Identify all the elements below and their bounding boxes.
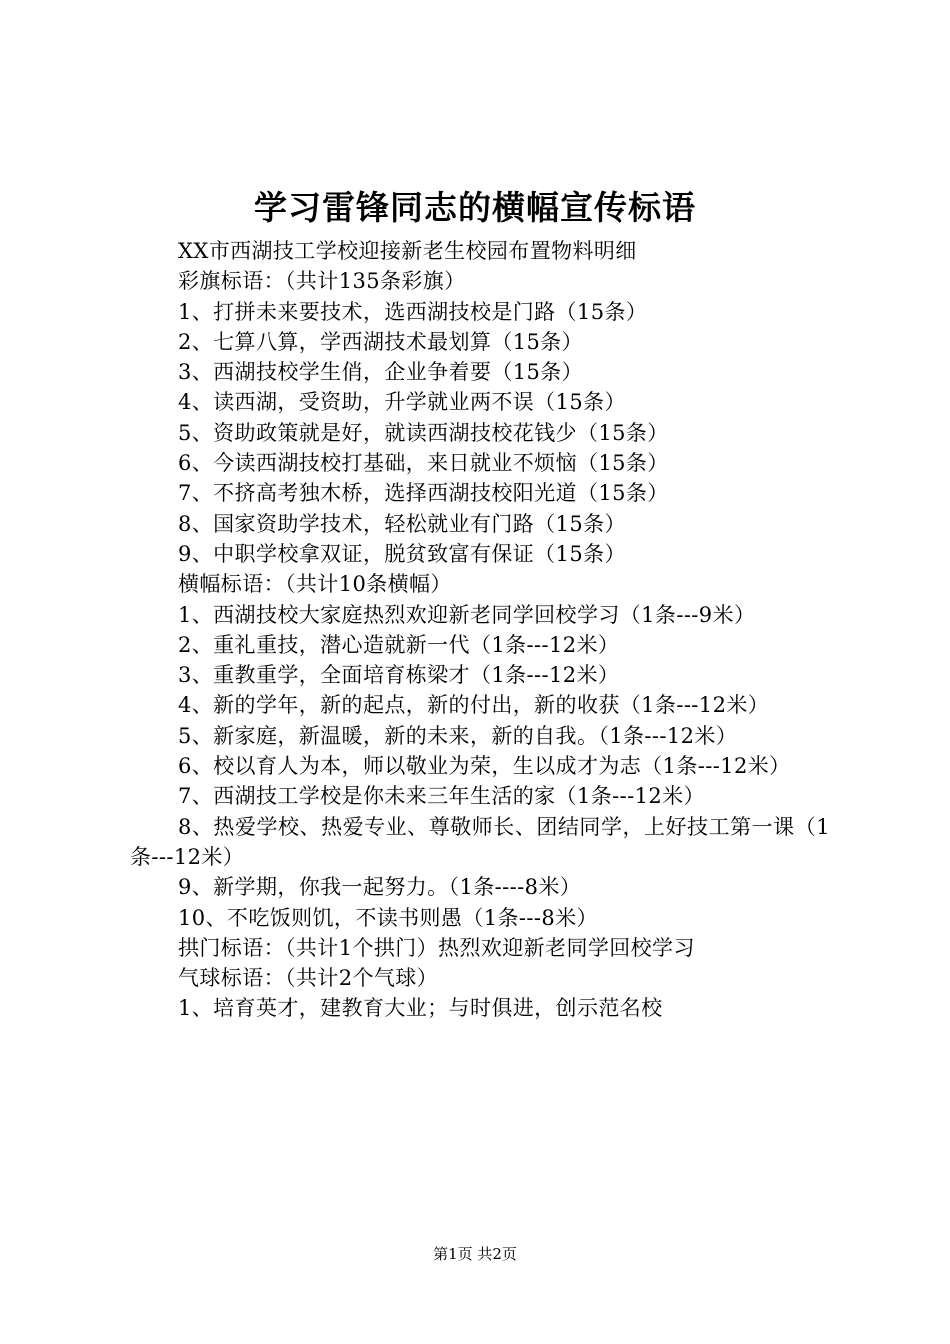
section-heading-banners: 横幅标语：（共计10条横幅） [178,572,452,597]
flag-slogan-8: 8、国家资助学技术，轻松就业有门路（15条） [178,511,626,536]
flag-slogan-1: 1、打拼未来要技术，选西湖技校是门路（15条） [178,299,648,324]
section-heading-arch: 拱门标语：（共计1个拱门）热烈欢迎新老同学回校学习 [178,935,695,960]
banner-slogan-2: 2、重礼重技，潜心造就新一代（1条---12米） [178,632,620,657]
document-title: 学习雷锋同志的横幅宣传标语 [254,188,696,227]
intro-line: XX市西湖技工学校迎接新老生校园布置物料明细 [178,239,637,263]
banner-slogan-6: 6、校以育人为本，师以敬业为荣，生以成才为志（1条---12米） [178,754,791,779]
banner-slogan-1: 1、西湖技校大家庭热烈欢迎新老同学回校学习（1条---9米） [178,602,756,627]
section-heading-balloons: 气球标语：（共计2个气球） [178,966,439,991]
flag-slogan-9: 9、中职学校拿双证，脱贫致富有保证（15条） [178,541,626,566]
page-number-footer: 第1页 共2页 [433,1245,517,1263]
document-body [130,236,830,1024]
section-heading-flags: 彩旗标语：（共计135条彩旗） [178,269,466,294]
flag-slogan-6: 6、今读西湖技校打基础，来日就业不烦恼（15条） [178,451,669,476]
banner-slogan-3: 3、重教重学，全面培育栋梁才（1条---12米） [178,663,620,688]
flag-slogan-5: 5、资助政策就是好，就读西湖技校花钱少（15条） [178,420,669,445]
banner-slogan-8: 8、热爱学校、热爱专业、尊敬师长、团结同学，上好技工第一课（1条---12米） [130,814,830,869]
banner-slogan-10: 10、不吃饭则饥，不读书则愚（1条---8米） [178,905,598,930]
banner-slogan-5: 5、新家庭，新温暖，新的未来，新的自我。（1条---12米） [178,723,738,748]
banner-slogan-9: 9、新学期，你我一起努力。（1条----8米） [178,875,582,900]
banner-slogan-4: 4、新的学年，新的起点，新的付出，新的收获（1条---12米） [178,693,770,718]
flag-slogan-2: 2、七算八算，学西湖技术最划算（15条） [178,329,584,354]
flag-slogan-3: 3、西湖技校学生俏，企业争着要（15条） [178,360,584,385]
banner-slogan-7: 7、西湖技工学校是你未来三年生活的家（1条---12米） [178,784,705,809]
flag-slogan-4: 4、读西湖，受资助，升学就业两不误（15条） [178,390,626,415]
balloon-slogan-1: 1、培育英才，建教育大业；与时俱进，创示范名校 [178,996,663,1021]
flag-slogan-7: 7、不挤高考独木桥，选择西湖技校阳光道（15条） [178,481,669,506]
